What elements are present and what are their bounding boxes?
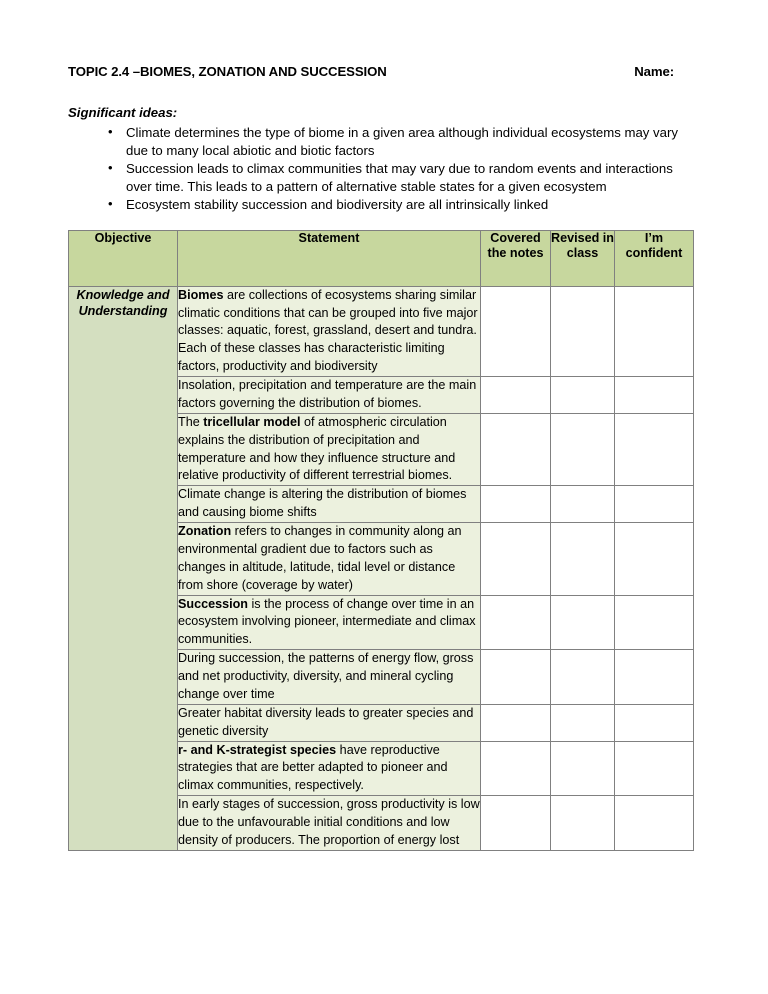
confident-checkbox-cell[interactable] <box>615 286 694 376</box>
statement-cell: Biomes are collections of ecosystems sharing similar climatic conditions that can be grouped into five major classes: aquatic, forest, grassland, desert and tundra. Each of these classes has characteristic limiting factors, productivity and biodiversity <box>178 286 481 376</box>
statement-cell: Climate change is altering the distribution of biomes and causing biome shifts <box>178 486 481 523</box>
document-header <box>68 64 682 79</box>
covered-checkbox-cell[interactable] <box>481 741 551 796</box>
confident-checkbox-cell[interactable] <box>615 650 694 705</box>
statement-cell: Zonation refers to changes in community along an environmental gradient due to factors such as changes in altitude, latitude, tidal level or distance from shore (coverage by water) <box>178 523 481 596</box>
revised-checkbox-cell[interactable] <box>551 650 615 705</box>
revised-checkbox-cell[interactable] <box>551 741 615 796</box>
revised-checkbox-cell[interactable] <box>551 523 615 596</box>
confident-checkbox-cell[interactable] <box>615 796 694 851</box>
covered-checkbox-cell[interactable] <box>481 595 551 650</box>
statement-cell: Succession is the process of change over time in an ecosystem involving pioneer, intermediate and climax communities. <box>178 595 481 650</box>
covered-checkbox-cell[interactable] <box>481 286 551 376</box>
column-header-covered-the-notes: Covered the notes <box>481 230 551 286</box>
covered-checkbox-cell[interactable] <box>481 796 551 851</box>
covered-checkbox-cell[interactable] <box>481 486 551 523</box>
revised-checkbox-cell[interactable] <box>551 377 615 414</box>
statement-cell: Insolation, precipitation and temperature are the main factors governing the distribution of biomes. <box>178 377 481 414</box>
revised-checkbox-cell[interactable] <box>551 796 615 851</box>
column-header-im-confident: I’m confident <box>615 230 694 286</box>
revised-checkbox-cell[interactable] <box>551 286 615 376</box>
covered-checkbox-cell[interactable] <box>481 377 551 414</box>
confident-checkbox-cell[interactable] <box>615 486 694 523</box>
covered-checkbox-cell[interactable] <box>481 523 551 596</box>
confident-checkbox-cell[interactable] <box>615 704 694 741</box>
significant-ideas-heading: Significant ideas: <box>68 105 178 120</box>
revised-checkbox-cell[interactable] <box>551 595 615 650</box>
list-item <box>108 160 682 195</box>
confident-checkbox-cell[interactable] <box>615 523 694 596</box>
statement-cell: r- and K-strategist species have reproductive strategies that are better adapted to pioneer and climax communities, respectively. <box>178 741 481 796</box>
objective-group-cell: Knowledge and Understanding <box>69 286 178 850</box>
objectives-table <box>68 230 694 851</box>
list-item-text: Succession leads to climax communities that may vary due to random events and interactions over time. This leads to a pattern of alternative stable states for a given ecosystem <box>126 161 673 194</box>
list-item <box>108 124 682 159</box>
table-row <box>69 286 694 376</box>
revised-checkbox-cell[interactable] <box>551 413 615 486</box>
page-title: TOPIC 2.4 –BIOMES, ZONATION AND SUCCESSION <box>68 64 387 79</box>
column-header-revised-in-class: Revised in class <box>551 230 615 286</box>
covered-checkbox-cell[interactable] <box>481 704 551 741</box>
statement-cell: During succession, the patterns of energy flow, gross and net productivity, diversity, and mineral cycling change over time <box>178 650 481 705</box>
confident-checkbox-cell[interactable] <box>615 741 694 796</box>
bullet-icon: • <box>108 160 113 176</box>
covered-checkbox-cell[interactable] <box>481 413 551 486</box>
confident-checkbox-cell[interactable] <box>615 595 694 650</box>
confident-checkbox-cell[interactable] <box>615 377 694 414</box>
list-item-text: Ecosystem stability succession and biodiversity are all intrinsically linked <box>126 197 549 213</box>
statement-cell: The tricellular model of atmospheric circulation explains the distribution of precipitation and temperature and how they influence structure and relative productivity of different terrestrial biomes. <box>178 413 481 486</box>
revised-checkbox-cell[interactable] <box>551 486 615 523</box>
bullet-icon: • <box>108 196 113 212</box>
covered-checkbox-cell[interactable] <box>481 650 551 705</box>
confident-checkbox-cell[interactable] <box>615 413 694 486</box>
bullet-icon: • <box>108 124 113 139</box>
page-content <box>68 64 682 851</box>
column-header-objective: Objective <box>69 230 178 286</box>
name-field-label: Name: <box>634 64 674 79</box>
significant-ideas-list <box>68 124 682 214</box>
objectives-table-body <box>69 286 694 850</box>
statement-cell: Greater habitat diversity leads to greater species and genetic diversity <box>178 704 481 741</box>
list-item <box>108 196 682 214</box>
revised-checkbox-cell[interactable] <box>551 704 615 741</box>
table-header-row <box>69 230 694 286</box>
list-item-text: Climate determines the type of biome in a given area although individual ecosystems may vary due to many local abiotic and biotic factors <box>126 125 678 158</box>
column-header-statement: Statement <box>178 230 481 286</box>
statement-cell: In early stages of succession, gross productivity is low due to the unfavourable initial conditions and low density of producers. The proportion of energy lost <box>178 796 481 851</box>
